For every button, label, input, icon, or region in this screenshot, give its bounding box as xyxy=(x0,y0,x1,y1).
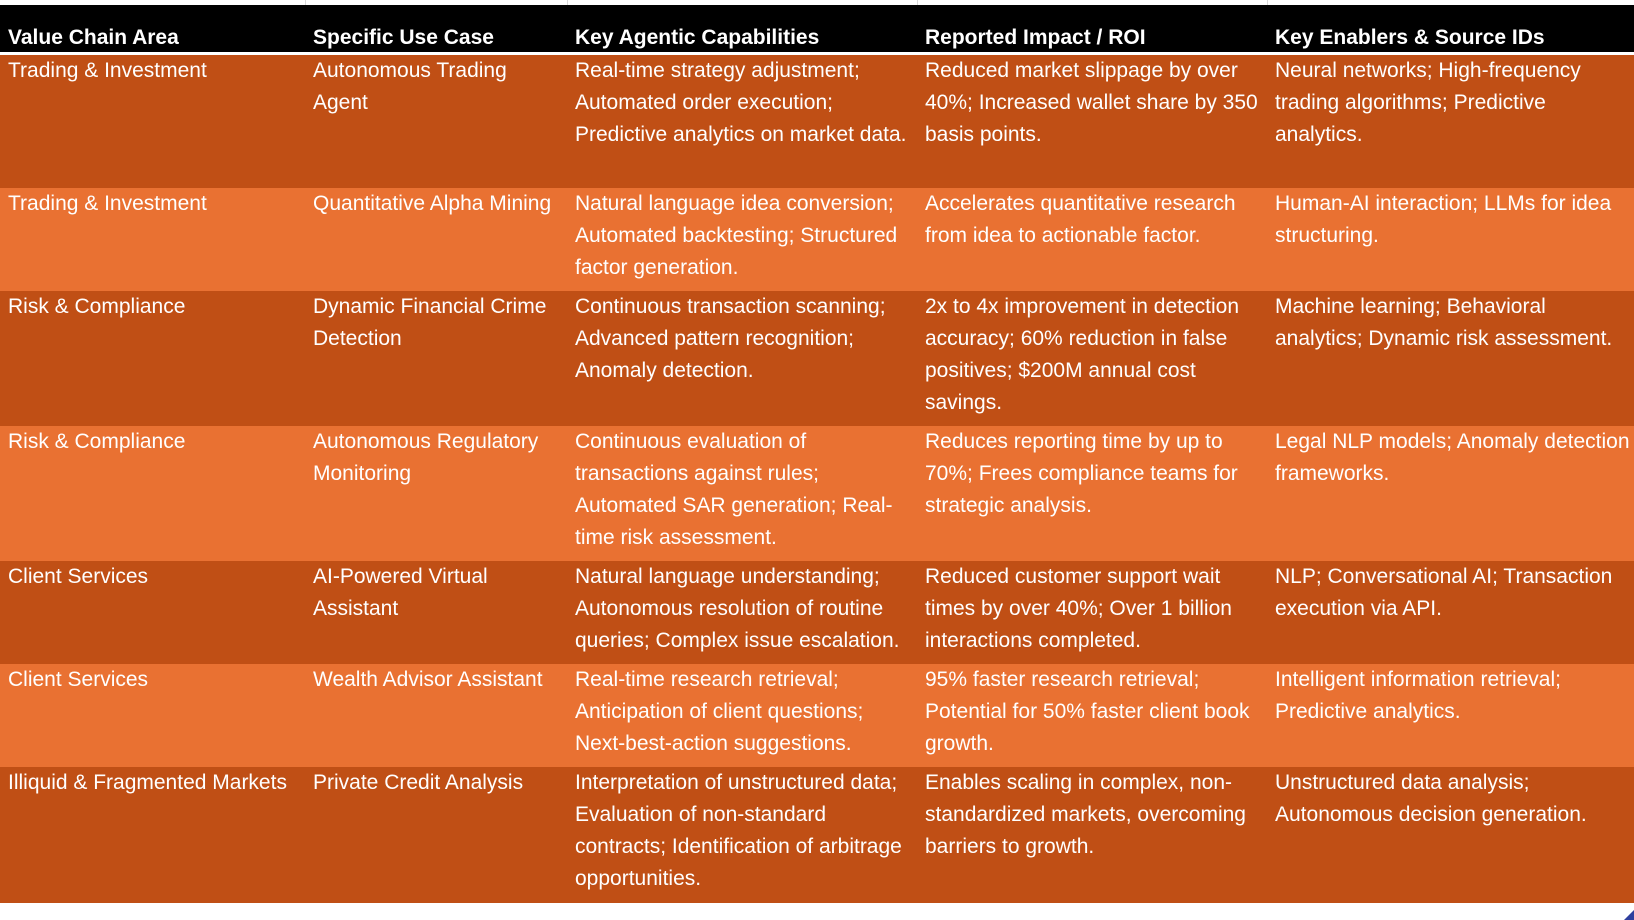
cell-use-case[interactable]: Quantitative Alpha Mining xyxy=(313,192,552,215)
cell-capabilities[interactable]: Natural language idea conversion; Automated backtesting; Structured factor generation. xyxy=(575,192,898,279)
cell-use-case[interactable]: Dynamic Financial Crime Detection xyxy=(313,295,547,350)
table-header xyxy=(0,5,1634,53)
header-row xyxy=(0,5,1634,53)
cell-value-chain-area[interactable]: Risk & Compliance xyxy=(8,295,186,318)
cell-use-case[interactable]: Autonomous Regulatory Monitoring xyxy=(313,430,539,485)
header-value-chain-area[interactable]: Value Chain Area xyxy=(0,5,305,53)
cell-enablers[interactable]: Neural networks; High-frequency trading algorithms; Predictive analytics. xyxy=(1275,58,1581,146)
cell-capabilities[interactable]: Real-time research retrieval; Anticipation of client questions; Next-best-action suggestions. xyxy=(575,668,864,755)
cell-value-chain-area[interactable]: Risk & Compliance xyxy=(8,430,186,453)
cell-use-case[interactable]: AI-Powered Virtual Assistant xyxy=(313,565,488,620)
table-row xyxy=(0,767,1634,903)
cell-enablers[interactable]: Machine learning; Behavioral analytics; Dynamic risk assessment. xyxy=(1275,295,1613,350)
use-case-table xyxy=(0,5,1634,903)
cell-enablers[interactable]: NLP; Conversational AI; Transaction execution via API. xyxy=(1275,565,1613,620)
cell-impact[interactable]: Reduced market slippage by over 40%; Increased wallet share by 350 basis points. xyxy=(925,58,1258,146)
cell-impact[interactable]: Reduced customer support wait times by over 40%; Over 1 billion interactions completed. xyxy=(925,565,1232,652)
cell-capabilities[interactable]: Continuous evaluation of transactions against rules; Automated SAR generation; Real-time risk assessment. xyxy=(575,430,893,549)
cell-capabilities[interactable]: Real-time strategy adjustment; Automated order execution; Predictive analytics on market data. xyxy=(575,58,907,146)
cell-impact[interactable]: Enables scaling in complex, non-standardized markets, overcoming barriers to growth. xyxy=(925,771,1246,858)
table-row xyxy=(0,291,1634,426)
cell-capabilities[interactable]: Interpretation of unstructured data; Evaluation of non-standard contracts; Identification of arbitrage opportunities. xyxy=(575,771,902,890)
cell-enablers[interactable]: Human-AI interaction; LLMs for idea structuring. xyxy=(1275,192,1612,247)
cell-capabilities[interactable]: Natural language understanding; Autonomous resolution of routine queries; Complex issue escalation. xyxy=(575,565,900,652)
cell-enablers[interactable]: Intelligent information retrieval; Predictive analytics. xyxy=(1275,668,1561,723)
table-row xyxy=(0,188,1634,291)
header-specific-use-case[interactable]: Specific Use Case xyxy=(305,5,567,53)
cell-value-chain-area[interactable]: Illiquid & Fragmented Markets xyxy=(8,771,287,794)
cell-capabilities[interactable]: Continuous transaction scanning; Advanced pattern recognition; Anomaly detection. xyxy=(575,295,886,382)
resize-corner-icon xyxy=(1624,910,1634,920)
cell-enablers[interactable]: Legal NLP models; Anomaly detection frameworks. xyxy=(1275,430,1630,485)
cell-impact[interactable]: Accelerates quantitative research from idea to actionable factor. xyxy=(925,192,1236,247)
cell-value-chain-area[interactable]: Trading & Investment xyxy=(8,192,207,215)
cell-value-chain-area[interactable]: Trading & Investment xyxy=(8,58,207,82)
header-key-enablers[interactable]: Key Enablers & Source IDs xyxy=(1267,5,1634,53)
header-key-agentic-capabilities[interactable]: Key Agentic Capabilities xyxy=(567,5,917,53)
cell-value-chain-area[interactable]: Client Services xyxy=(8,668,149,691)
cell-impact[interactable]: Reduces reporting time by up to 70%; Frees compliance teams for strategic analysis. xyxy=(925,430,1238,517)
cell-value-chain-area[interactable]: Client Services xyxy=(8,565,149,588)
cell-impact[interactable]: 2x to 4x improvement in detection accuracy; 60% reduction in false positives; $200M annual cost savings. xyxy=(925,295,1239,414)
table-body xyxy=(0,53,1634,903)
table-row xyxy=(0,53,1634,188)
cell-use-case[interactable]: Wealth Advisor Assistant xyxy=(313,668,543,691)
header-reported-impact[interactable]: Reported Impact / ROI xyxy=(917,5,1267,53)
cell-use-case[interactable]: Autonomous Trading Agent xyxy=(313,58,507,114)
cell-impact[interactable]: 95% faster research retrieval; Potential for 50% faster client book growth. xyxy=(925,668,1250,755)
table-row xyxy=(0,561,1634,664)
cell-use-case[interactable]: Private Credit Analysis xyxy=(313,771,524,794)
table-row xyxy=(0,426,1634,561)
cell-enablers[interactable]: Unstructured data analysis; Autonomous decision generation. xyxy=(1275,771,1587,826)
table-row xyxy=(0,664,1634,767)
